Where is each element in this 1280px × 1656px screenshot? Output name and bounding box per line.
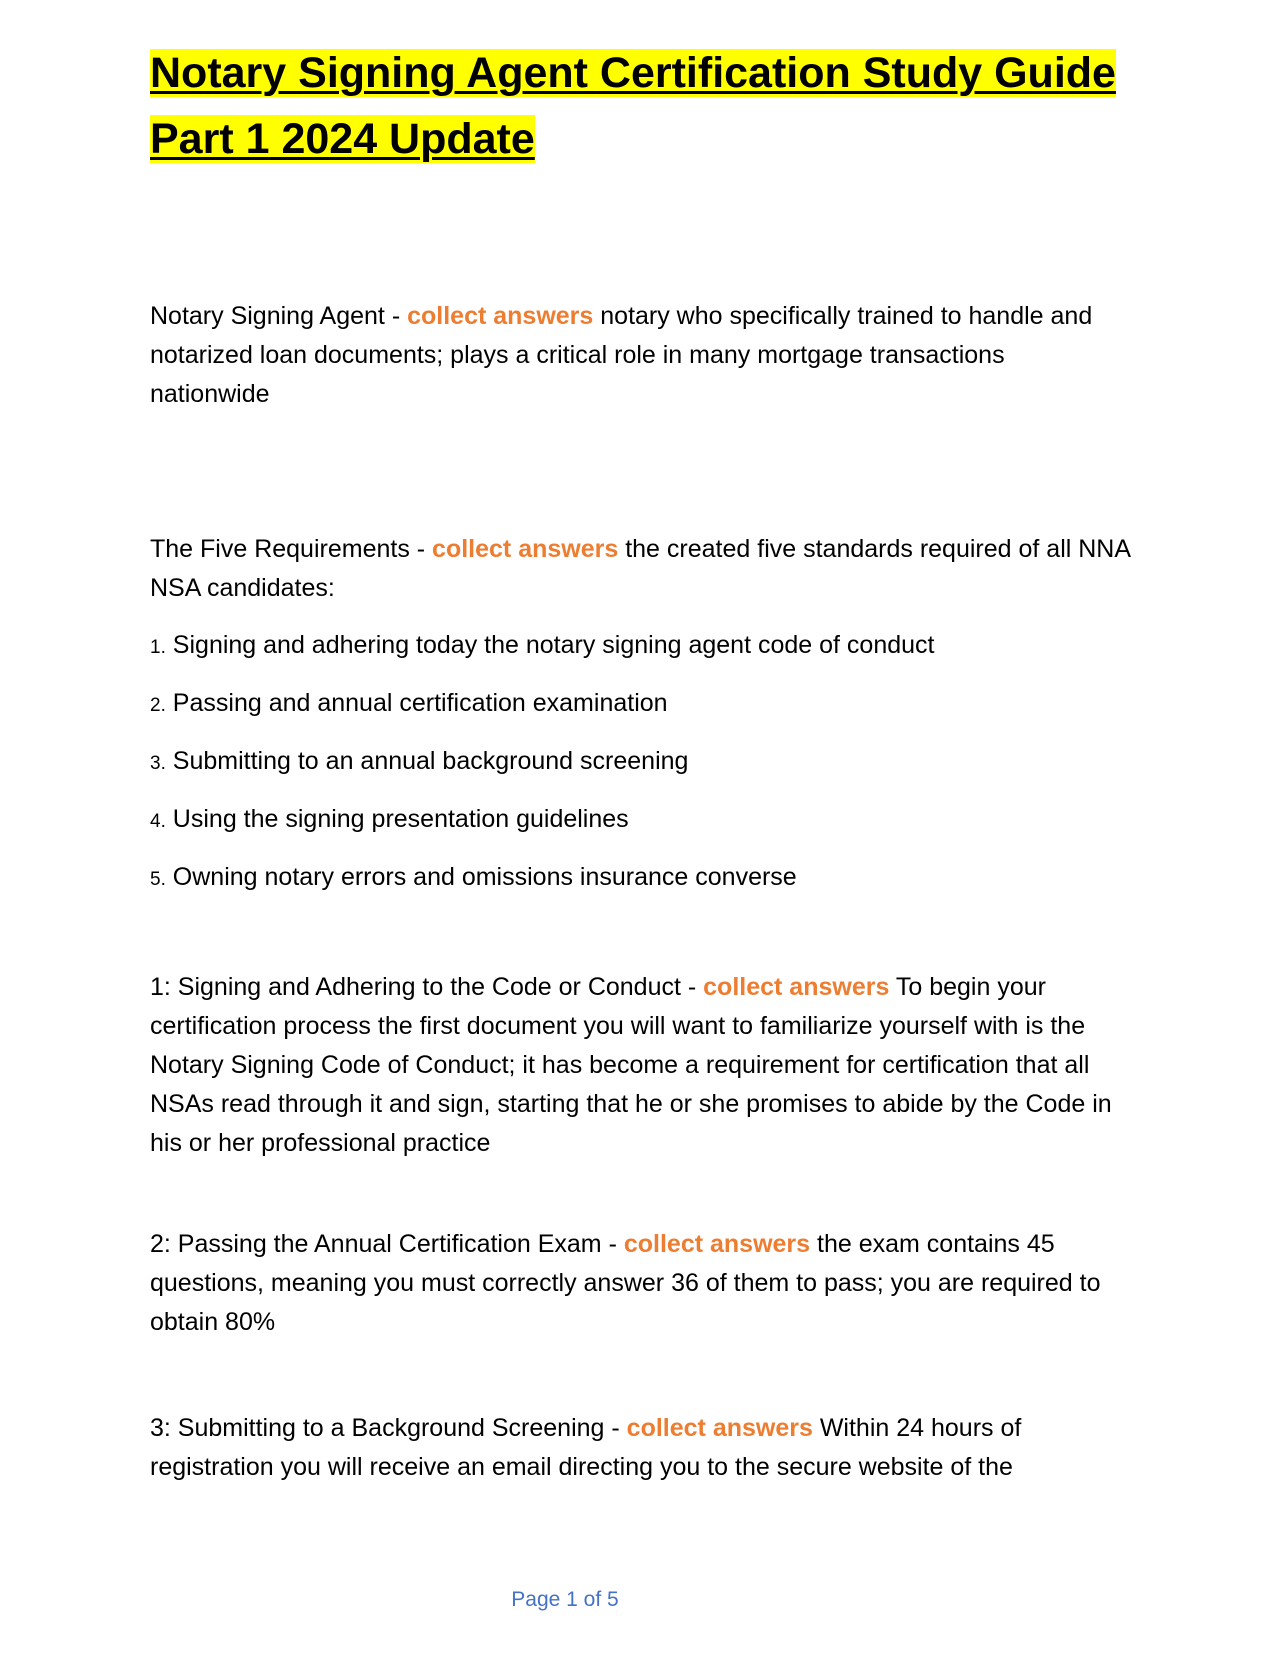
list-item-text: Submitting to an annual background screening xyxy=(165,747,689,775)
paragraph-certification-exam xyxy=(150,1225,1130,1342)
paragraph-background-screening xyxy=(150,1409,1130,1487)
definition-text: notary who specifically trained to handle and notarized loan documents; plays a critical role in many mortgage transactions nationwide xyxy=(150,302,1093,408)
collect-answers-tag: collect answers xyxy=(626,1414,813,1442)
list-item-number: 4. xyxy=(150,811,166,832)
list-item xyxy=(150,626,1130,667)
term-label: 1: Signing and Adhering to the Code or Conduct - xyxy=(150,973,704,1001)
paragraph-notary-signing-agent xyxy=(150,297,1130,414)
definition-text: Within 24 hours of registration you will receive an email directing you to the secure website of the xyxy=(150,1414,1022,1481)
list-item-number: 1. xyxy=(150,637,166,658)
list-item-number: 5. xyxy=(150,869,166,890)
definition-text: the exam contains 45 questions, meaning you must correctly answer 36 of them to pass; you are required to obtain 80% xyxy=(150,1230,1101,1336)
term-label: 3: Submitting to a Background Screening - xyxy=(150,1414,627,1442)
term-label: The Five Requirements - xyxy=(150,535,433,563)
paragraph-five-requirements xyxy=(150,530,1130,608)
paragraph-code-of-conduct xyxy=(150,968,1130,1163)
list-item-number: 2. xyxy=(150,695,166,716)
list-item-text: Owning notary errors and omissions insurance converse xyxy=(165,863,797,891)
collect-answers-tag: collect answers xyxy=(703,973,890,1001)
title-line-2: Part 1 2024 Update xyxy=(150,115,535,163)
list-item xyxy=(150,684,1130,725)
list-item-text: Using the signing presentation guidelines xyxy=(165,805,629,833)
definition-text: To begin your certification process the first document you will want to familiarize yourself with is the Notary Signing Code of Conduct; it has become a requirement for certification that all NSAs read through it and sign, starting that he or she promises to abide by the Code in his or her professional practice xyxy=(150,973,1112,1157)
collect-answers-tag: collect answers xyxy=(432,535,619,563)
term-label: Notary Signing Agent - xyxy=(150,302,408,330)
list-item xyxy=(150,742,1130,783)
document-page xyxy=(150,40,1130,1481)
title-line-1: Notary Signing Agent Certification Study Guide xyxy=(150,49,1116,97)
list-item-number: 3. xyxy=(150,753,166,774)
collect-answers-tag: collect answers xyxy=(623,1230,811,1258)
list-item-text: Signing and adhering today the notary signing agent code of conduct xyxy=(165,631,935,659)
page-number-footer: Page 1 of 5 xyxy=(511,1588,619,1611)
list-item xyxy=(150,858,1130,899)
definition-text: the created five standards required of all NNA NSA candidates: xyxy=(150,535,1130,602)
document-title xyxy=(150,40,1130,172)
list-item-text: Passing and annual certification examination xyxy=(165,689,668,717)
list-item xyxy=(150,800,1130,841)
collect-answers-tag: collect answers xyxy=(407,302,594,330)
term-label: 2: Passing the Annual Certification Exam - xyxy=(150,1230,624,1258)
